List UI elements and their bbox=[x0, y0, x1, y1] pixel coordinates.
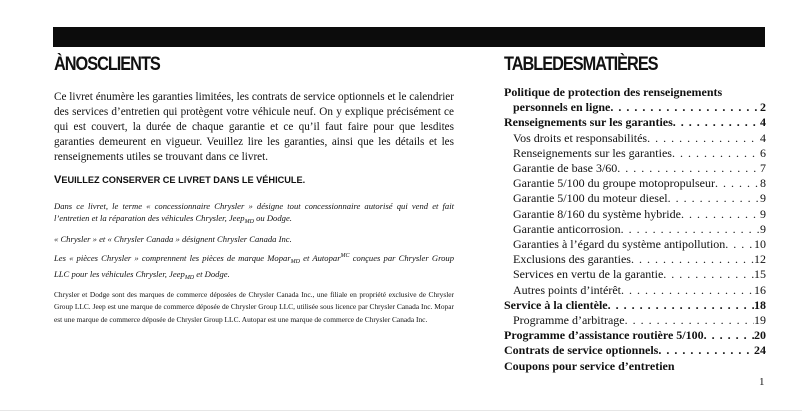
toc-entry[interactable] bbox=[504, 146, 766, 161]
toc-label: Garantie anticorrosion bbox=[513, 221, 621, 236]
toc-label: Garantie 5/100 du groupe motopropulseur bbox=[513, 176, 715, 191]
definition-parts bbox=[54, 250, 454, 284]
toc-page: 15 bbox=[754, 267, 766, 282]
toc-page: 12 bbox=[754, 252, 766, 267]
toc-entry-coupons[interactable] bbox=[504, 359, 766, 374]
toc-page: 9 bbox=[760, 221, 766, 236]
callout-rest: EUILLEZ CONSERVER CE LIVRET DANS LE VÉHICULE. bbox=[61, 175, 306, 185]
toc-page: 16 bbox=[754, 282, 766, 297]
toc-label: Garantie 8/160 du système hybride bbox=[513, 206, 681, 221]
trademark-mc: MC bbox=[340, 253, 350, 259]
toc-label: Programme d’assistance routière 5/100 bbox=[504, 328, 704, 343]
page-number: 1 bbox=[759, 376, 765, 388]
trademark-md: MD bbox=[184, 275, 195, 281]
toc-page: 7 bbox=[760, 161, 766, 176]
table-of-contents bbox=[504, 85, 766, 374]
toc-page: 4 bbox=[760, 115, 766, 130]
toc-page: 9 bbox=[760, 206, 766, 221]
toc-entry[interactable] bbox=[504, 313, 766, 328]
toc-label: Vos droits et responsabilités bbox=[513, 130, 648, 145]
toc-page: 2 bbox=[760, 100, 766, 115]
toc-label: Garantie 5/100 du moteur diesel bbox=[513, 191, 668, 206]
toc-page: 10 bbox=[754, 237, 766, 252]
toc-entry[interactable] bbox=[504, 328, 766, 343]
top-black-bar bbox=[53, 27, 765, 47]
toc-entry[interactable] bbox=[504, 267, 766, 282]
definition-chrysler: « Chrysler » et « Chrysler Canada » désignent Chrysler Canada Inc. bbox=[54, 234, 292, 244]
toc-label: Garanties à l’égard du système antipollution bbox=[513, 237, 726, 252]
toc-label: Contrats de service optionnels bbox=[504, 343, 659, 358]
toc-entry[interactable] bbox=[504, 131, 766, 146]
toc-entry[interactable] bbox=[504, 343, 766, 358]
legal-notice: Chrysler et Dodge sont des marques de commerce déposées de Chrysler Canada Inc., une filiale en propriété exclusive de Chrysler Group LLC. Jeep est une marque de commerce déposée de Chrysler Group LLC, utilisée sous licence par Chrysler Canada Inc. Mopar est une marque de commerce déposée de Chrysler Group LLC. Autopar est une marque de commerce de Chrysler Canada Inc. bbox=[54, 290, 454, 324]
keep-booklet-callout bbox=[54, 174, 454, 186]
left-column bbox=[54, 90, 454, 326]
toc-entry[interactable] bbox=[504, 237, 766, 252]
toc-entry[interactable] bbox=[504, 115, 766, 130]
toc-page: 6 bbox=[760, 145, 766, 160]
toc-entry[interactable] bbox=[504, 298, 766, 313]
toc-page: 24 bbox=[754, 343, 766, 358]
toc-entry[interactable] bbox=[504, 176, 766, 191]
toc-entry[interactable] bbox=[504, 283, 766, 298]
intro-paragraph: Ce livret énumère les garanties limitées, les contrats de service optionnels et le calendrier des services d’entretien qui protègent votre véhicule neuf. On y explique précisément ce qui est couvert, la durée de chaque garantie et ce qu’il faut faire pour que lesdites garanties demeurent en vigueur. Veuillez lire les garanties, ainsi que les détails et les renseignements utiles se trouvant dans ce livret. bbox=[54, 91, 454, 163]
dealer-text: Dans ce livret, le terme « concessionnaire Chrysler » désigne tout concessionnaire autorisé qui vend et fait l’entretien et la réparation des véhicules Chrysler, Jeep bbox=[54, 201, 454, 223]
parts-text: Les « pièces Chrysler » comprennent les pièces de marque Mopar bbox=[54, 253, 291, 263]
toc-entry[interactable] bbox=[504, 222, 766, 237]
toc-page: 19 bbox=[754, 313, 766, 328]
toc-entry[interactable] bbox=[504, 252, 766, 267]
toc-label: personnels en ligne bbox=[513, 100, 611, 115]
heading-to-clients: ÀNOSCLIENTS bbox=[54, 54, 160, 75]
toc-label: Politique de protection des renseignements bbox=[504, 85, 723, 99]
dealer-text-end: ou Dodge. bbox=[253, 213, 292, 223]
callout-initial: V bbox=[54, 174, 62, 186]
parts-text-3: conçues par Chrysler Group LLC pour les véhicules Chrysler, Jeep bbox=[54, 253, 454, 279]
heading-table-of-contents: TABLEDESMATIÈRES bbox=[504, 54, 658, 75]
toc-page: 18 bbox=[754, 297, 766, 312]
parts-text-2: et Autopar bbox=[300, 253, 341, 263]
toc-label: Service à la clientèle bbox=[504, 297, 608, 312]
toc-entry-privacy-title[interactable] bbox=[504, 85, 766, 100]
toc-label: Autres points d’intérêt bbox=[513, 282, 621, 297]
toc-entry[interactable] bbox=[504, 207, 766, 222]
toc-page: 20 bbox=[754, 328, 766, 343]
toc-label: Exclusions des garanties bbox=[513, 252, 631, 267]
toc-label: Garantie de base 3/60 bbox=[513, 161, 618, 176]
toc-label: Renseignements sur les garanties bbox=[513, 145, 672, 160]
toc-label: Coupons pour service d’entretien bbox=[504, 358, 675, 373]
toc-page: 4 bbox=[760, 130, 766, 145]
trademark-md: MD bbox=[244, 219, 254, 225]
trademark-md: MD bbox=[290, 259, 301, 265]
page-edge-divider bbox=[0, 410, 802, 411]
toc-page: 8 bbox=[760, 176, 766, 191]
toc-label: Renseignements sur les garanties bbox=[504, 115, 673, 130]
toc-entry[interactable] bbox=[504, 100, 766, 115]
definition-dealer bbox=[54, 200, 454, 228]
toc-entry[interactable] bbox=[504, 191, 766, 206]
toc-entry[interactable] bbox=[504, 161, 766, 176]
toc-label: Services en vertu de la garantie bbox=[513, 267, 664, 282]
parts-text-end: et Dodge. bbox=[194, 269, 230, 279]
toc-label: Programme d’arbitrage bbox=[513, 313, 625, 328]
toc-page: 9 bbox=[760, 191, 766, 206]
